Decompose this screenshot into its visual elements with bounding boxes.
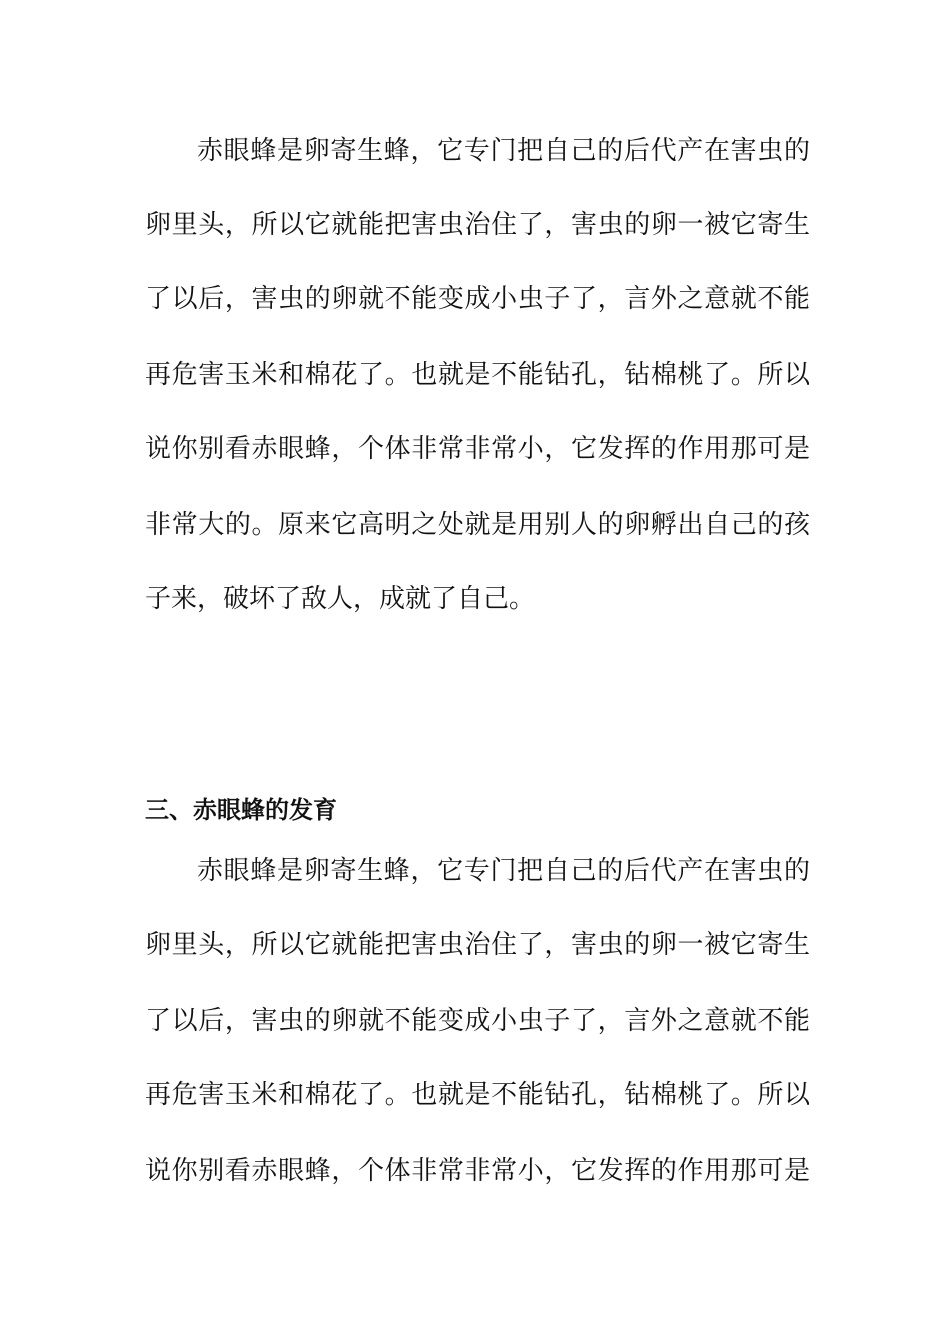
paragraph-line: 说你别看赤眼蜂，个体非常非常小，它发挥的作用那可是 [145, 434, 810, 464]
paragraph-line: 非常大的。原来它高明之处就是用别人的卵孵出自己的孩 [145, 510, 810, 540]
paragraph-line: 说你别看赤眼蜂，个体非常非常小，它发挥的作用那可是 [145, 1156, 810, 1186]
paragraph-line: 再危害玉米和棉花了。也就是不能钻孔，钻棉桃了。所以 [145, 360, 810, 390]
paragraph-line: 卵里头，所以它就能把害虫治住了，害虫的卵一被它寄生 [145, 930, 810, 960]
paragraph-line: 了以后，害虫的卵就不能变成小虫子了，言外之意就不能 [145, 1006, 810, 1036]
paragraph-line: 子来，破坏了敌人，成就了自己。 [145, 584, 536, 614]
paragraph-line: 再危害玉米和棉花了。也就是不能钻孔，钻棉桃了。所以 [145, 1080, 810, 1110]
paragraph-line: 赤眼蜂是卵寄生蜂，它专门把自己的后代产在害虫的 [197, 136, 810, 166]
section-heading: 三、赤眼蜂的发育 [145, 796, 337, 824]
paragraph-line: 了以后，害虫的卵就不能变成小虫子了，言外之意就不能 [145, 284, 810, 314]
paragraph-line: 卵里头，所以它就能把害虫治住了，害虫的卵一被它寄生 [145, 210, 810, 240]
paragraph-line: 赤眼蜂是卵寄生蜂，它专门把自己的后代产在害虫的 [197, 856, 810, 886]
